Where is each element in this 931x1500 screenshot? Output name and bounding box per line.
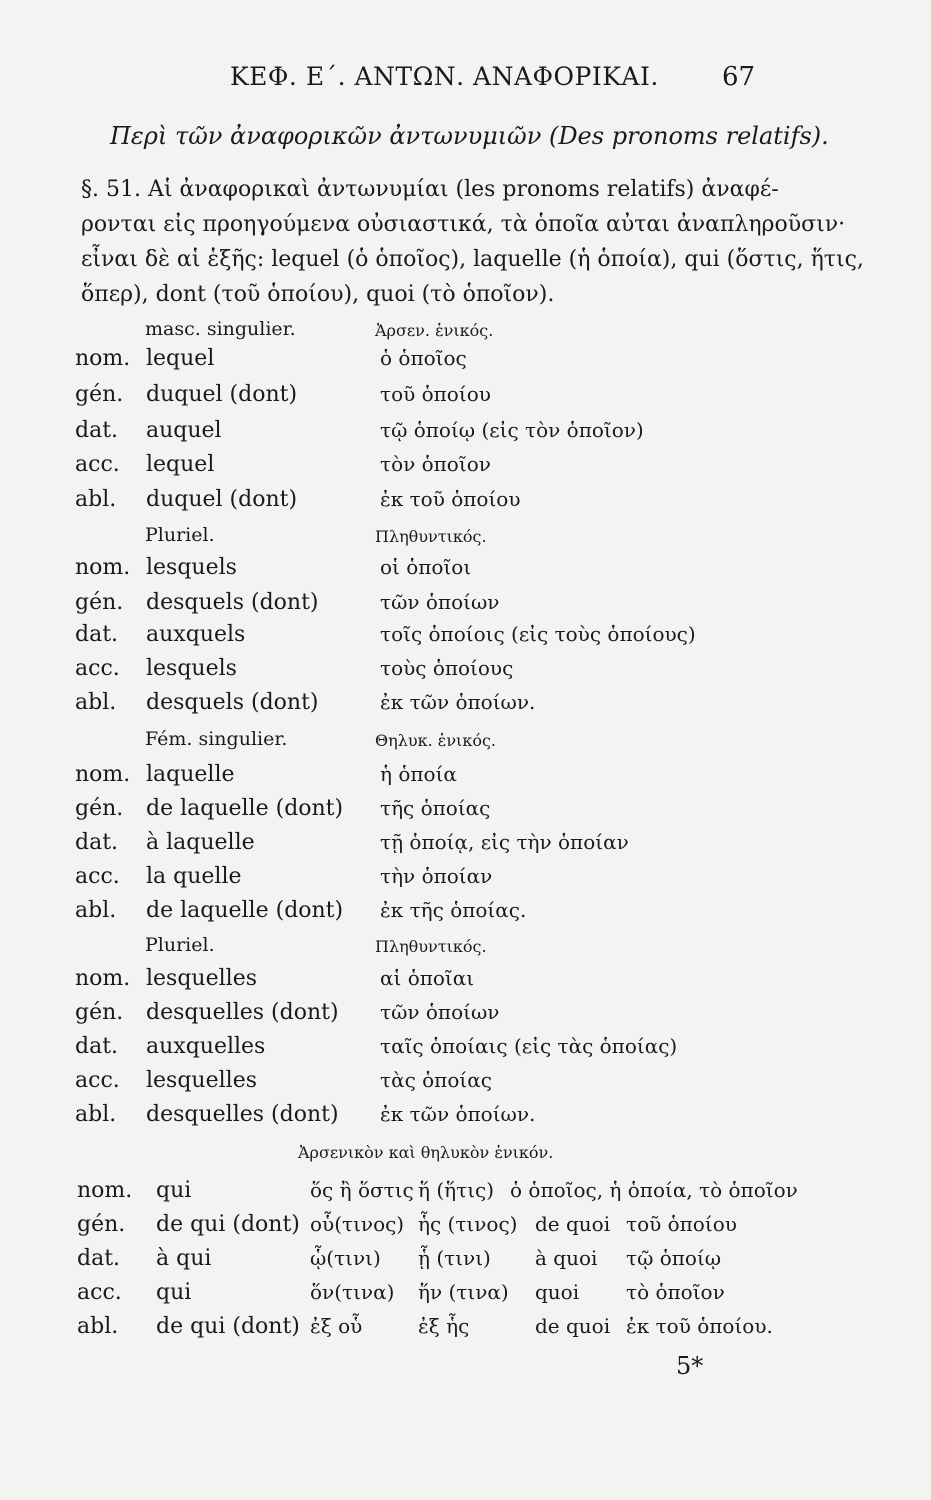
greek-form: ἐκ τῶν ὁποίων. — [380, 690, 536, 714]
french-form: de qui (dont) — [156, 1212, 300, 1237]
greek-form: ὁ ὁποῖος — [380, 346, 467, 370]
case-label: nom. — [75, 762, 131, 787]
greek-neuter-form: τοῦ ὁποίου — [626, 1212, 737, 1236]
greek-masc-form: οὗ(τινος) — [310, 1212, 405, 1236]
french-form: auquel — [146, 418, 222, 443]
french-quoi-form: à quoi — [535, 1246, 598, 1270]
greek-fem-form: ᾗ (τινι) — [418, 1246, 491, 1270]
french-form: lesquels — [146, 656, 237, 681]
greek-alt-form: ὁ ὁποῖος, ἡ ὁποία, τὸ ὁποῖον — [510, 1178, 798, 1202]
french-form: lequel — [146, 452, 215, 477]
case-label: gén. — [77, 1212, 126, 1237]
section-heading-gr: Θηλυκ. ἑνικός. — [375, 731, 497, 750]
case-label: acc. — [75, 864, 120, 889]
greek-form: ἐκ τῆς ὁποίας. — [380, 898, 527, 922]
french-form: à qui — [156, 1246, 212, 1271]
case-label: gén. — [75, 796, 124, 821]
french-quoi-form: quoi — [535, 1280, 580, 1304]
greek-form: τὸν ὁποῖον — [380, 452, 491, 476]
french-form: la quelle — [146, 864, 242, 889]
greek-form: τῷ ὁποίῳ (εἰς τὸν ὁποῖον) — [380, 418, 644, 442]
greek-masc-form: ᾧ(τινι) — [310, 1246, 381, 1270]
case-label: abl. — [75, 690, 117, 715]
greek-form: τοῖς ὁποίοις (εἰς τοὺς ὁποίους) — [380, 622, 696, 646]
french-form: desquelles (dont) — [146, 1102, 339, 1127]
greek-form: αἱ ὁποῖαι — [380, 966, 475, 990]
section-heading-gr: Ἀρσενικὸν καὶ θηλυκὸν ἑνικόν. — [298, 1143, 554, 1162]
case-label: acc. — [77, 1280, 122, 1305]
case-label: dat. — [75, 418, 119, 443]
page-number: 67 — [722, 62, 756, 92]
french-form: desquels (dont) — [146, 690, 319, 715]
greek-form: ταῖς ὁποίαις (εἰς τὰς ὁποίας) — [380, 1034, 678, 1058]
french-form: lesquels — [146, 555, 237, 580]
case-label: nom. — [75, 555, 131, 580]
case-label: nom. — [75, 346, 131, 371]
french-form: de laquelle (dont) — [146, 898, 344, 923]
greek-masc-form: ὅς ἢ ὅστις — [310, 1178, 414, 1202]
case-label: dat. — [75, 622, 119, 647]
greek-form: τὴν ὁποίαν — [380, 864, 493, 888]
greek-fem-form: ἐξ ἧς — [418, 1314, 470, 1338]
greek-fem-form: ἥ (ἥτις) — [418, 1178, 495, 1202]
french-form: auxquels — [146, 622, 246, 647]
greek-neuter-form: τῷ ὁποίῳ — [626, 1246, 722, 1270]
printer-signature-mark: 5* — [676, 1352, 704, 1380]
case-label: gén. — [75, 590, 124, 615]
french-form: de qui (dont) — [156, 1314, 300, 1339]
french-form: à laquelle — [146, 830, 255, 855]
french-form: duquel (dont) — [146, 382, 298, 407]
greek-neuter-form: ἐκ τοῦ ὁποίου. — [626, 1314, 773, 1338]
greek-fem-form: ἥν (τινα) — [418, 1280, 509, 1304]
greek-form: οἱ ὁποῖοι — [380, 555, 472, 579]
greek-form: τῶν ὁποίων — [380, 1000, 500, 1024]
greek-form: τὰς ὁποίας — [380, 1068, 492, 1092]
greek-form: τοῦ ὁποίου — [380, 382, 491, 406]
case-label: acc. — [75, 452, 120, 477]
greek-form: τῇ ὁποίᾳ, εἰς τὴν ὁποίαν — [380, 830, 629, 854]
paragraph-line: §. 51. Αἱ ἀναφορικαὶ ἀντωνυμίαι (les pronoms relatifs) ἀναφέ- — [81, 177, 779, 202]
case-label: acc. — [75, 656, 120, 681]
case-label: nom. — [75, 966, 131, 991]
section-heading-fr: Fém. singulier. — [145, 728, 288, 750]
greek-form: ἐκ τοῦ ὁποίου — [380, 487, 521, 511]
greek-form: ἐκ τῶν ὁποίων. — [380, 1102, 536, 1126]
case-label: abl. — [77, 1314, 119, 1339]
greek-masc-form: ἐξ οὗ — [310, 1314, 363, 1338]
paragraph-line: ρονται εἰς προηγούμενα οὐσιαστικά, τὰ ὁποῖα αὐται ἀναπληροῦσιν· — [81, 212, 846, 237]
french-form: lesquelles — [146, 966, 257, 991]
french-form: desquelles (dont) — [146, 1000, 339, 1025]
case-label: gén. — [75, 1000, 124, 1025]
greek-form: τοὺς ὁποίους — [380, 656, 514, 680]
case-label: dat. — [77, 1246, 121, 1271]
french-form: qui — [156, 1178, 192, 1203]
greek-neuter-form: τὸ ὁποῖον — [626, 1280, 725, 1304]
case-label: abl. — [75, 1102, 117, 1127]
case-label: abl. — [75, 898, 117, 923]
french-form: qui — [156, 1280, 192, 1305]
french-form: lequel — [146, 346, 215, 371]
case-label: acc. — [75, 1068, 120, 1093]
section-heading-gr: Ἀρσεν. ἑνικός. — [375, 321, 494, 340]
section-heading-fr: Pluriel. — [145, 934, 215, 956]
paragraph-line: ὅπερ), dont (τοῦ ὁποίου), quoi (τὸ ὁποῖον). — [81, 282, 555, 307]
french-quoi-form: de quoi — [535, 1212, 611, 1236]
greek-form: τῶν ὁποίων — [380, 590, 500, 614]
case-label: abl. — [75, 487, 117, 512]
running-header: ΚΕΦ. Ε΄. ΑΝΤΩΝ. ΑΝΑΦΟΡΙΚΑΙ. — [230, 62, 659, 91]
french-form: duquel (dont) — [146, 487, 298, 512]
section-heading-gr: Πληθυντικός. — [375, 937, 487, 956]
section-subtitle: Περὶ τῶν ἀναφορικῶν ἀντωνυμιῶν (Des pronoms relatifs). — [110, 122, 829, 150]
case-label: dat. — [75, 830, 119, 855]
case-label: dat. — [75, 1034, 119, 1059]
case-label: gén. — [75, 382, 124, 407]
greek-masc-form: ὅν(τινα) — [310, 1280, 395, 1304]
greek-form: ἡ ὁποία — [380, 762, 457, 786]
greek-fem-form: ἧς (τινος) — [418, 1212, 518, 1236]
case-label: nom. — [77, 1178, 133, 1203]
french-form: lesquelles — [146, 1068, 257, 1093]
paragraph-line: εἶναι δὲ αἱ ἑξῆς: lequel (ὁ ὁποῖος), laquelle (ἡ ὁποία), qui (ὅστις, ἥτις, — [81, 247, 864, 272]
french-form: desquels (dont) — [146, 590, 319, 615]
french-form: auxquelles — [146, 1034, 266, 1059]
section-heading-fr: masc. singulier. — [145, 318, 296, 340]
french-quoi-form: de quoi — [535, 1314, 611, 1338]
intro-paragraph — [81, 172, 864, 312]
greek-form: τῆς ὁποίας — [380, 796, 491, 820]
section-heading-gr: Πληθυντικός. — [375, 527, 487, 546]
section-heading-fr: Pluriel. — [145, 524, 215, 546]
french-form: laquelle — [146, 762, 235, 787]
french-form: de laquelle (dont) — [146, 796, 344, 821]
